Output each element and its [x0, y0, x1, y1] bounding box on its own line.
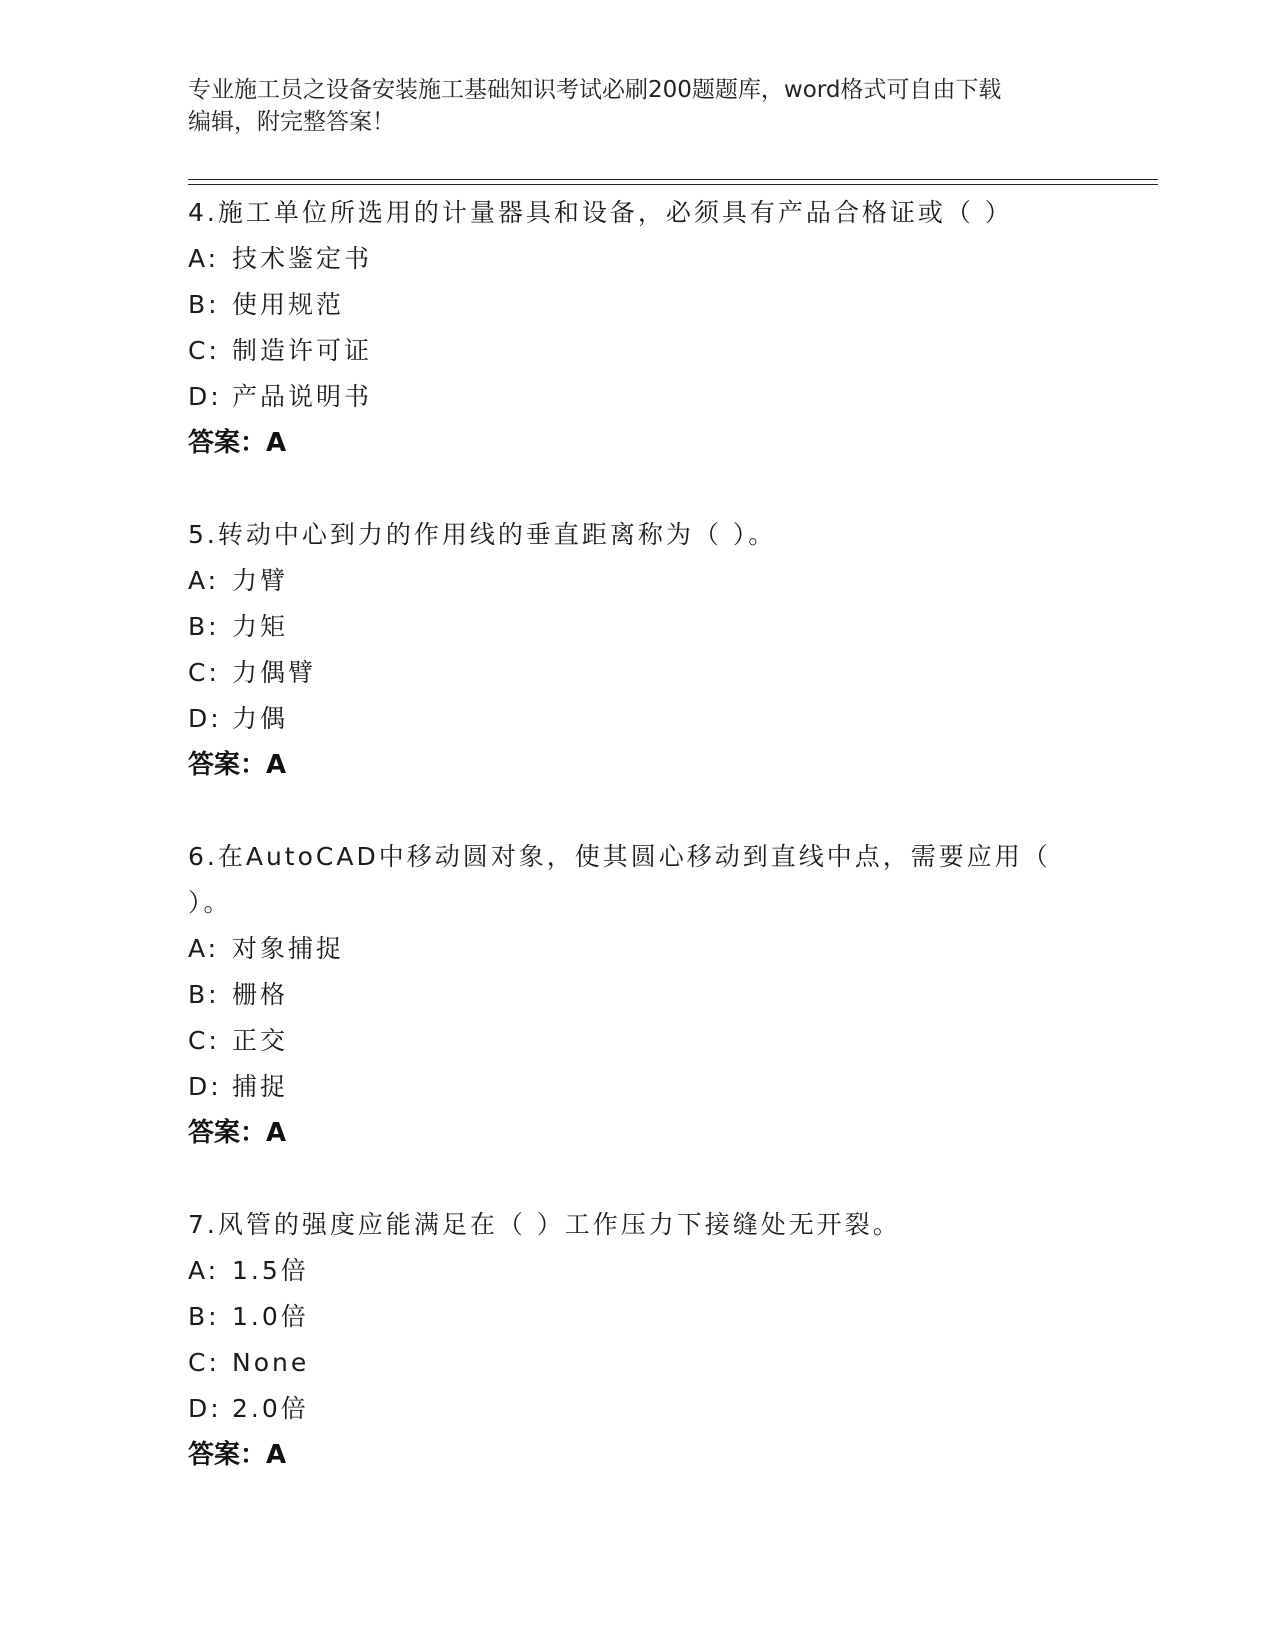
- option-text: 力偶: [232, 704, 289, 733]
- option-text: 捕捉: [232, 1072, 289, 1101]
- option-a: [188, 558, 1148, 604]
- option-text: None: [232, 1348, 310, 1377]
- option-letter: A:: [188, 566, 220, 595]
- answer-line: 答案：A: [188, 1118, 287, 1148]
- option-c: [188, 650, 1148, 696]
- question-4: [188, 190, 1148, 466]
- option-letter: A:: [188, 244, 220, 273]
- question-list: [188, 190, 1148, 1524]
- option-text: 力矩: [232, 612, 289, 641]
- answer-line: 答案：A: [188, 1440, 287, 1470]
- option-text: 使用规范: [232, 290, 345, 319]
- option-c: [188, 328, 1148, 374]
- option-text: 产品说明书: [232, 382, 373, 411]
- question-stem: 6.在AutoCAD中移动圆对象，使其圆心移动到直线中点，需要应用（: [188, 842, 1051, 871]
- option-letter: C:: [188, 1026, 220, 1055]
- header-divider-bottom: [188, 184, 1158, 185]
- option-b: [188, 1294, 1148, 1340]
- option-text: 正交: [232, 1026, 289, 1055]
- option-letter: B:: [188, 612, 220, 641]
- header-title-line-1: 专业施工员之设备安装施工基础知识考试必刷200题题库，word格式可自由下载: [188, 77, 1002, 103]
- option-b: [188, 972, 1148, 1018]
- option-text: 1.5倍: [232, 1256, 309, 1285]
- option-letter: A:: [188, 934, 220, 963]
- option-letter: D:: [188, 1072, 222, 1101]
- answer-line: 答案：A: [188, 750, 287, 780]
- option-letter: C:: [188, 658, 220, 687]
- option-b: [188, 282, 1148, 328]
- question-stem: 4.施工单位所选用的计量器具和设备，必须具有产品合格证或（ ）: [188, 198, 1013, 227]
- question-stem-continued: ）。: [188, 888, 232, 917]
- option-d: [188, 696, 1148, 742]
- option-letter: D:: [188, 1394, 222, 1423]
- option-text: 栅格: [232, 980, 289, 1009]
- question-stem: 7.风管的强度应能满足在（ ）工作压力下接缝处无开裂。: [188, 1210, 901, 1239]
- header-title-line-2: 编辑，附完整答案！: [188, 109, 395, 135]
- document-header: [188, 74, 1088, 138]
- option-text: 力臂: [232, 566, 289, 595]
- option-letter: B:: [188, 1302, 220, 1331]
- option-c: [188, 1340, 1148, 1386]
- option-c: [188, 1018, 1148, 1064]
- option-text: 制造许可证: [232, 336, 373, 365]
- question-stem: 5.转动中心到力的作用线的垂直距离称为（ ）。: [188, 520, 777, 549]
- option-letter: A:: [188, 1256, 220, 1285]
- option-text: 2.0倍: [232, 1394, 309, 1423]
- option-text: 对象捕捉: [232, 934, 345, 963]
- option-letter: C:: [188, 1348, 220, 1377]
- option-a: [188, 926, 1148, 972]
- option-b: [188, 604, 1148, 650]
- question-5: [188, 512, 1148, 788]
- option-d: [188, 374, 1148, 420]
- option-letter: B:: [188, 290, 220, 319]
- option-d: [188, 1064, 1148, 1110]
- question-7: [188, 1202, 1148, 1478]
- option-letter: B:: [188, 980, 220, 1009]
- option-text: 技术鉴定书: [232, 244, 373, 273]
- header-divider-top: [188, 179, 1158, 180]
- option-letter: C:: [188, 336, 220, 365]
- option-letter: D:: [188, 382, 222, 411]
- option-text: 力偶臂: [232, 658, 317, 687]
- option-a: [188, 1248, 1148, 1294]
- answer-line: 答案：A: [188, 428, 287, 458]
- question-6: [188, 834, 1148, 1156]
- option-d: [188, 1386, 1148, 1432]
- option-text: 1.0倍: [232, 1302, 309, 1331]
- option-a: [188, 236, 1148, 282]
- option-letter: D:: [188, 704, 222, 733]
